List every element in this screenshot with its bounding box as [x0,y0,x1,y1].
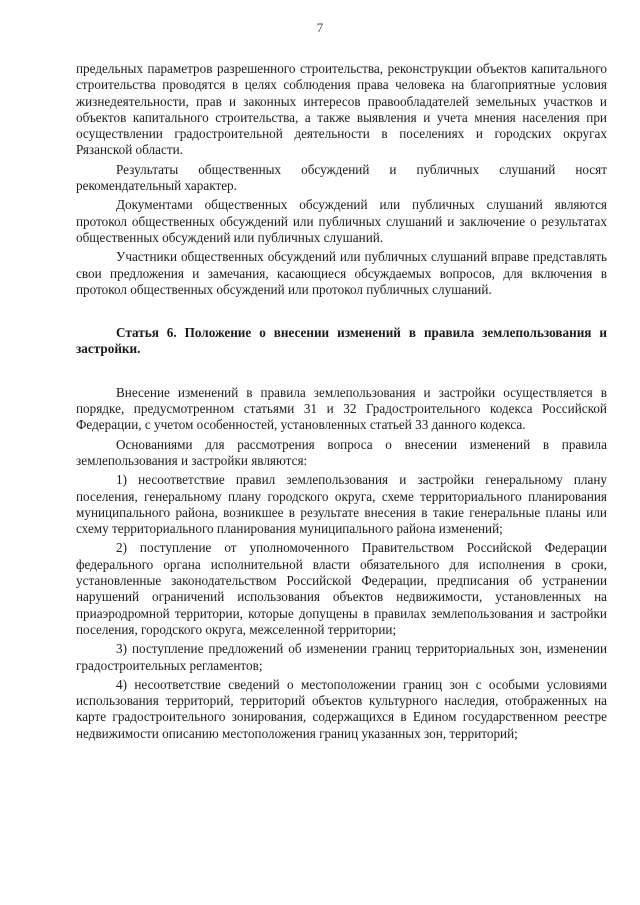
paragraph-amendments: Внесение изменений в правила землепользования и застройки осуществляется в порядке, предусмотренном статьями 31 и 32 Градостроительного кодекса Российской Федерации, с учетом особенностей, установленных статьей 33 данного кодекса. [76,384,607,433]
page-number: 7 [316,20,324,35]
paragraph-documents: Документами общественных обсуждений или публичных слушаний являются протокол общественных обсуждений или публичных слушаний и заключение о результатах общественных обсуждений или публичных слушаний. [76,197,607,245]
paragraph-intro-continuation: предельных параметров разрешенного строительства, реконструкции объектов капитального строительства проводятся в целях соблюдения права человека на благоприятные условия жизнедеятельности, прав и законных интересов правообладателей земельных участков и объектов капитального строительства, а также выявления и учета мнения населения при осуществлении градостроительной деятельности в поселениях и городских округах Рязанской области. [76,61,607,158]
paragraph-grounds: Основаниями для рассмотрения вопроса о внесении изменений в правила землепользования и застройки являются: [76,436,607,468]
document-body [76,61,607,742]
list-item: 3) поступление предложений об изменении границ территориальных зон, изменении градостроительных регламентов; [76,641,607,673]
paragraph-participants: Участники общественных обсуждений или публичных слушаний вправе представлять свои предложения и замечания, касающиеся обсуждаемых вопросов, для включения в протокол общественных обсуждений или протокол публичных слушаний. [76,249,607,297]
list-item: 2) поступление от уполномоченного Правительством Российской Федерации федерального органа исполнительной власти обязательного для исполнения в сроки, установленные законодательством Российской Федерации, предписания об устранении нарушений ограничений использования объектов недвижимости, установленных на приаэродромной территории, которые допущены в правилах землепользования и застройки поселения, городского округа, межселенной территории; [76,540,607,637]
list-item: 4) несоответствие сведений о местоположении границ зон с особыми условиями использования территорий, территорий объектов культурного наследия, отображенных на карте градостроительного зонирования, содержащихся в Едином государственном реестре недвижимости описанию местоположения границ указанных зон, территорий; [76,676,607,741]
list-item: 1) несоответствие правил землепользования и застройки генеральному плану поселения, генеральному плану городского округа, схеме территориального планирования муниципального района, возникшее в результате внесения в такие генеральные планы или схему территориального планирования муниципального района изменений; [76,472,607,537]
article-heading: Статья 6. Положение о внесении изменений в правила землепользования и застройки. [76,325,607,357]
paragraph-results: Результаты общественных обсуждений и публичных слушаний носят рекомендательный характер. [76,161,607,194]
